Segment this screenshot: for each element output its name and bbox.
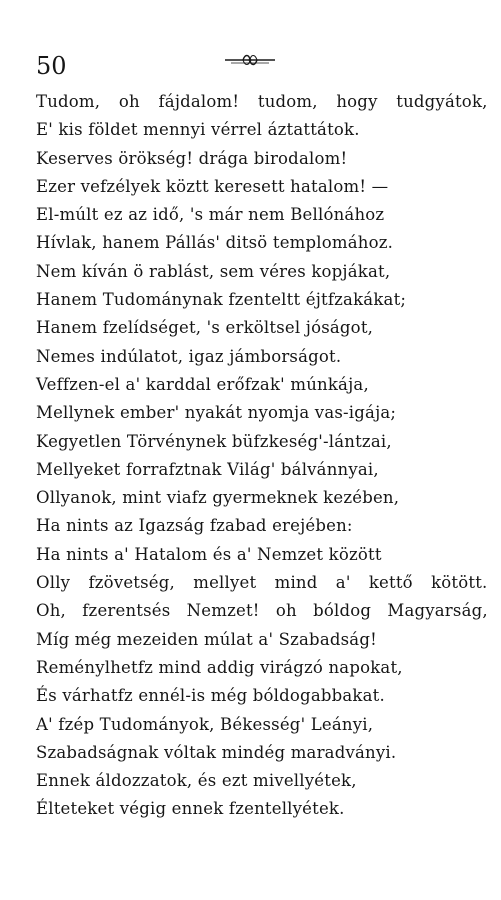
poem-line-23: A' fzép Tudományok, Békesség' Leányi, [36, 714, 374, 734]
poem-line-14: Mellyeket forrafztnak Világ' bálvánnyai, [36, 459, 379, 479]
poem-line-19: Oh, fzerentsés Nemzet! oh bóldog Magyarság, [36, 601, 488, 621]
poem-line-24: Szabadságnak vóltak mindég maradványi. [36, 742, 397, 762]
poem-line-11: Veffzen-el a' karddal erőfzak' múnkája, [36, 374, 369, 394]
poem-line-5: El-múlt ez az idő, 's már nem Bellónához [36, 205, 385, 225]
poem-line-6: Hívlak, hanem Pállás' ditsö templomához. [36, 233, 394, 253]
poem-line-8: Hanem Tudománynak fzenteltt éjtfzakákat; [36, 290, 407, 310]
poem-line-9: Hanem fzelídséget, 's erköltsel jóságot, [36, 318, 374, 338]
poem-line-1: Tudom, oh fájdalom! tudom, hogy tudgyátok, [36, 92, 488, 111]
poem-line-25: Ennek áldozzatok, és ezt mivellyétek, [36, 771, 357, 791]
poem-line-10: Nemes indúlatot, igaz jámborságot. [36, 346, 342, 366]
poem-line-2: E' kis földet mennyi vérrel áztattátok. [36, 120, 360, 140]
poem-line-21: Reménylhetfz mind addig virágzó napokat, [36, 657, 403, 677]
poem-text [36, 88, 488, 824]
poem-line-12: Mellynek ember' nyakát nyomja vas-igája; [36, 403, 397, 423]
poem-line-15: Ollyanok, mint viafz gyermeknek kezében, [36, 488, 400, 508]
poem-line-18: Olly fzövetség, mellyet mind a' kettő kötött. [36, 573, 488, 593]
page-number: 50 [36, 52, 67, 80]
poem-line-7: Nem kíván ö rablást, sem véres kopjákat, [36, 261, 391, 281]
poem-line-3: Keserves örökség! drága birodalom! [36, 148, 348, 168]
poem-line-22: És várhatfz ennél-is még bóldogabbakat. [36, 686, 385, 706]
poem-line-16: Ha nints az Igazság fzabad erejében: [36, 516, 353, 536]
poem-line-26: Élteteket végig ennek fzentellyétek. [36, 799, 345, 819]
poem-line-17: Ha nints a' Hatalom és a' Nemzet között [36, 544, 382, 564]
poem-line-13: Kegyetlen Törvénynek büfzkeség'-lántzai, [36, 431, 392, 451]
decorative-flourish-icon [223, 53, 277, 67]
poem-line-20: Míg még mezeiden múlat a' Szabadság! [36, 629, 377, 649]
poem-line-4: Ezer vefzélyek köztt keresett hatalom! — [36, 176, 389, 196]
